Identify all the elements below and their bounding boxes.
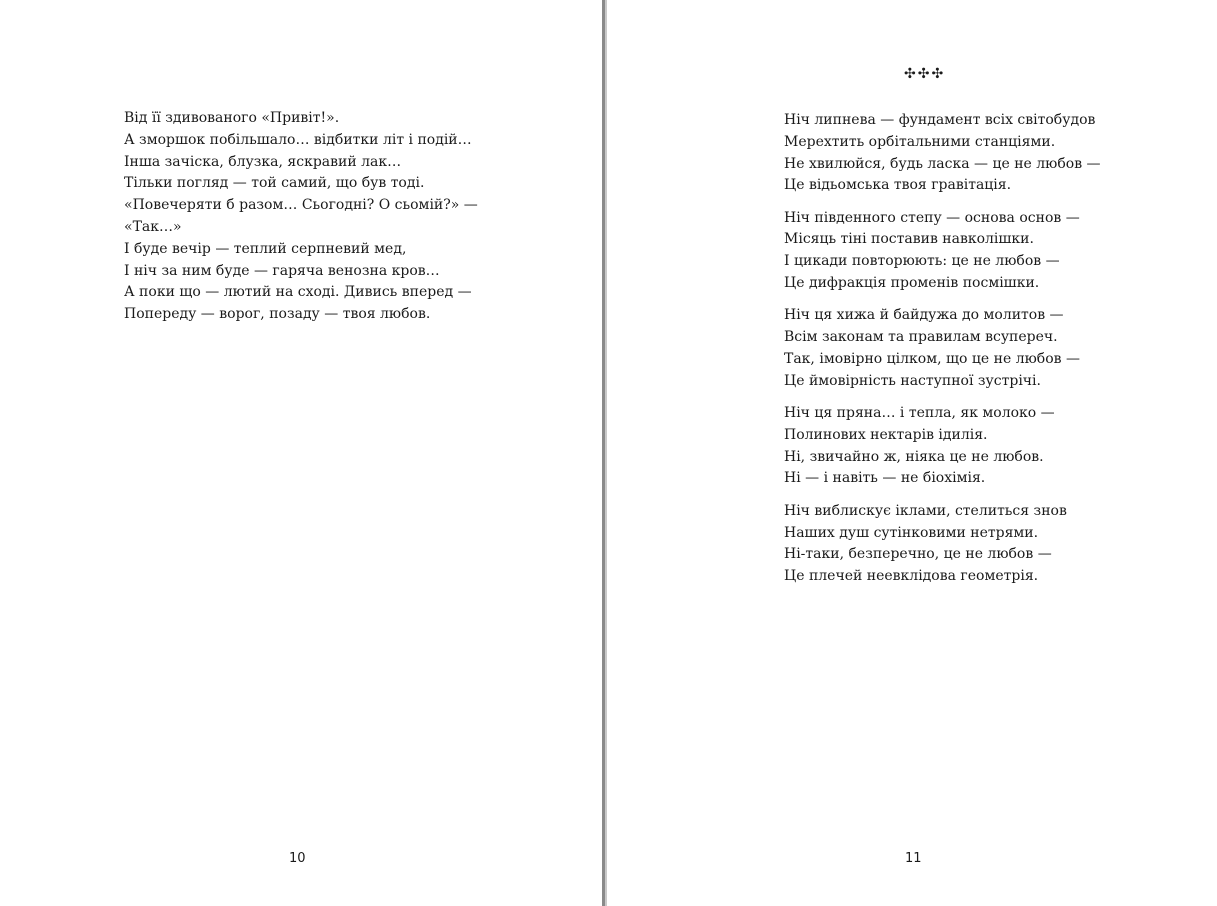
poem-line: Ніч липнева — фундамент всіх світобудов [784,112,1096,128]
poem-line: «Повечеряти б разом… Сьогодні? О сьомій?» — [124,197,478,214]
poem-line: Ніч виблискує іклами, стелиться знов [784,502,1067,519]
page-number-left: 10 [289,851,306,866]
poem-line: Це плечей неевклідова геометрія. [784,568,1039,585]
poem-line: Інша зачіска, блузка, яскравий лак… [124,153,402,170]
poem-line: Це ймовірність наступної зустрічі. [784,372,1041,389]
poem-line: І цикади повторюють: це не любов — [784,253,1060,270]
stanza [784,110,1101,197]
poem-line: Ні-таки, безперечно, це не любов — [784,546,1052,563]
poem-line: Ніч південного степу — основа основ — [784,209,1080,226]
stanza [784,305,1101,392]
poem-line: І ніч за ним буде — гаряча венозна кров… [124,262,440,279]
poem-line: Ні — і навіть — не біохімія. [784,470,986,487]
ornament-icon: ✣✣✣ [904,66,946,82]
poem-line: Наших душ сутінковими нетрями. [784,524,1039,541]
poem-line: Це дифракція променів посмішки. [784,275,1040,292]
poem-line: А поки що — лютий на сході. Дивись вперед — [124,284,472,301]
right-poem-text [784,110,1101,598]
right-page [610,0,1217,906]
poem-line: «Так…» [124,218,182,235]
poem-line: Полинових нектарів ідилія. [784,426,988,443]
poem-line: Ні, звичайно ж, ніяка це не любов. [784,448,1044,465]
poem-line: Не хвилюйся, будь ласка — це не любов — [784,155,1101,172]
poem-line: Місяць тіні поставив навколішки. [784,231,1034,248]
page-number-right: 11 [905,851,922,866]
left-poem-text [124,108,478,326]
poem-line: Від її здивованого «Привіт!». [124,110,340,126]
poem-line: Попереду — ворог, позаду — твоя любов. [124,306,431,323]
stanza [784,403,1101,490]
stanza [784,208,1101,295]
poem-line: Ніч ця пряна… і тепла, як молоко — [784,405,1055,422]
left-page [0,0,602,906]
poem-line: І буде вечір — теплий серпневий мед, [124,240,407,257]
poem-line: Тільки погляд — той самий, що був тоді. [124,175,425,192]
poem-line: Так, імовірно цілком, що це не любов — [784,350,1080,367]
poem-line: Мерехтить орбітальними станціями. [784,133,1056,150]
poem-line: Ніч ця хижа й байдужа до молитов — [784,307,1064,324]
poem-line: А зморшок побільшало… відбитки літ і подій… [124,131,472,148]
poem-line: Всім законам та правилам всупереч. [784,329,1058,346]
book-gutter-divider [602,0,610,906]
stanza [784,501,1101,588]
poem-line: Це відьомська твоя гравітація. [784,177,1012,194]
